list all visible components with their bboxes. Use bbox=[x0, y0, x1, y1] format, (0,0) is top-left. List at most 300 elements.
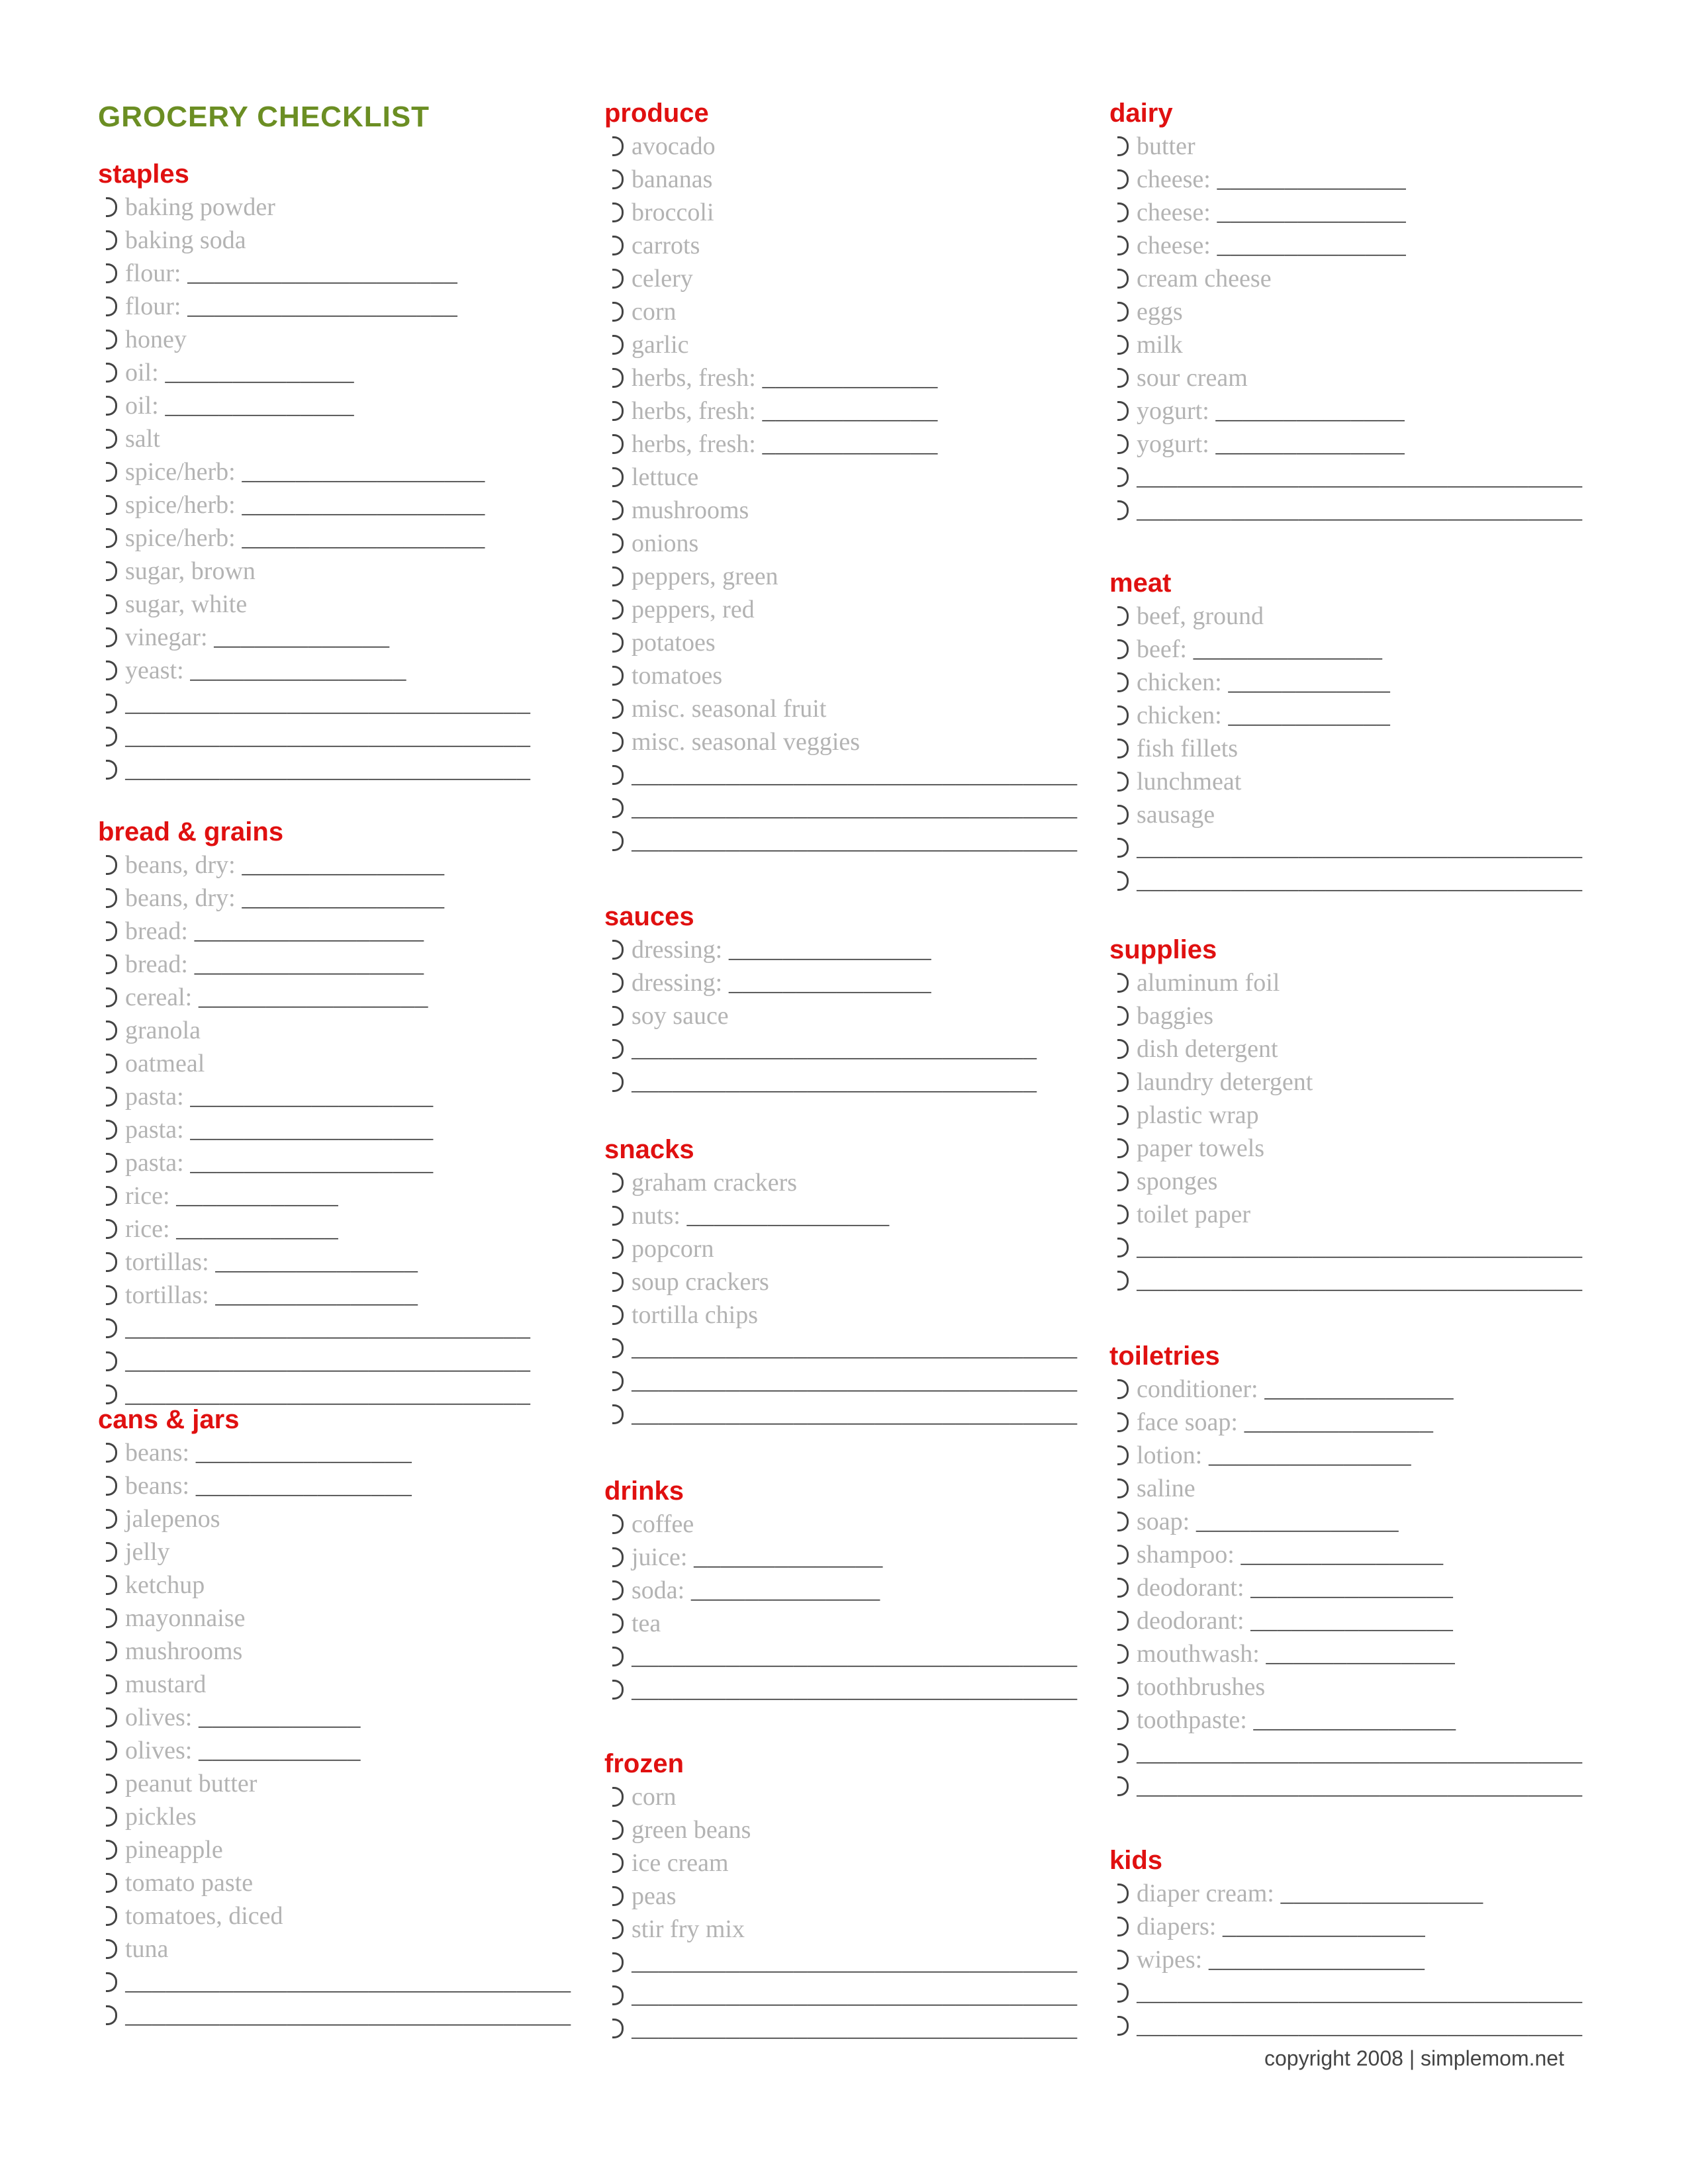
checkbox-icon[interactable] bbox=[612, 633, 624, 653]
checklist-item[interactable] bbox=[604, 1298, 1081, 1332]
checklist-item[interactable] bbox=[98, 1113, 575, 1146]
write-in-line[interactable]: _________________ bbox=[194, 954, 424, 979]
checkbox-icon[interactable] bbox=[106, 263, 117, 283]
checklist-item[interactable] bbox=[98, 1800, 575, 1833]
checkbox-icon[interactable] bbox=[106, 1120, 117, 1140]
write-in-line[interactable]: _____________ bbox=[762, 434, 938, 459]
checklist-item[interactable] bbox=[604, 428, 1081, 461]
checklist-item[interactable] bbox=[98, 1080, 575, 1113]
checklist-item[interactable] bbox=[98, 882, 575, 915]
checklist-item[interactable] bbox=[1109, 428, 1586, 461]
checklist-item[interactable] bbox=[1109, 999, 1586, 1032]
checkbox-icon[interactable] bbox=[1117, 838, 1129, 858]
checklist-item[interactable] bbox=[604, 1332, 1081, 1365]
write-in-line[interactable]: _______________ bbox=[1208, 1445, 1411, 1471]
checklist-item[interactable] bbox=[98, 588, 575, 621]
checklist-item[interactable] bbox=[98, 522, 575, 555]
write-in-line[interactable]: __________________ bbox=[242, 528, 485, 553]
checkbox-icon[interactable] bbox=[106, 1641, 117, 1661]
checklist-item[interactable] bbox=[604, 692, 1081, 725]
checklist-item[interactable] bbox=[604, 262, 1081, 295]
checkbox-icon[interactable] bbox=[1117, 434, 1129, 454]
checkbox-icon[interactable] bbox=[612, 1985, 624, 2005]
write-in-line[interactable]: _______________ bbox=[215, 1252, 418, 1277]
write-in-line[interactable]: _________________________________ bbox=[1137, 1238, 1583, 1263]
checkbox-icon[interactable] bbox=[1117, 1171, 1129, 1191]
checklist-item[interactable] bbox=[1109, 600, 1586, 633]
checklist-item[interactable] bbox=[604, 1780, 1081, 1813]
checklist-item[interactable] bbox=[1109, 732, 1586, 765]
checklist-item[interactable] bbox=[98, 488, 575, 522]
checkbox-icon[interactable] bbox=[1117, 606, 1129, 626]
checkbox-icon[interactable] bbox=[612, 236, 624, 255]
checkbox-icon[interactable] bbox=[1117, 1578, 1129, 1598]
checklist-item[interactable] bbox=[98, 257, 575, 290]
write-in-line[interactable]: ______________________________ bbox=[125, 1385, 531, 1410]
checklist-item[interactable] bbox=[604, 1607, 1081, 1640]
checklist-item[interactable] bbox=[98, 422, 575, 455]
checkbox-icon[interactable] bbox=[106, 954, 117, 974]
checklist-item[interactable] bbox=[604, 1946, 1081, 1979]
checkbox-icon[interactable] bbox=[612, 798, 624, 818]
checkbox-icon[interactable] bbox=[106, 1840, 117, 1860]
checkbox-icon[interactable] bbox=[612, 1853, 624, 1873]
write-in-line[interactable]: _______________ bbox=[728, 940, 931, 965]
write-in-line[interactable]: ______________ bbox=[1264, 1379, 1454, 1404]
checklist-item[interactable] bbox=[1109, 1538, 1586, 1571]
checklist-item[interactable] bbox=[98, 1179, 575, 1212]
checkbox-icon[interactable] bbox=[1117, 1205, 1129, 1224]
write-in-line[interactable]: _________________________________ bbox=[1137, 1743, 1583, 1768]
checkbox-icon[interactable] bbox=[106, 396, 117, 416]
checklist-item[interactable] bbox=[604, 825, 1081, 858]
write-in-line[interactable]: _______________ bbox=[1253, 1710, 1456, 1735]
write-in-line[interactable]: ______________ bbox=[1244, 1412, 1434, 1437]
checklist-item[interactable] bbox=[98, 389, 575, 422]
write-in-line[interactable]: ______________ bbox=[1193, 639, 1383, 664]
checklist-item[interactable] bbox=[604, 361, 1081, 394]
checklist-item[interactable] bbox=[1109, 1604, 1586, 1637]
checklist-item[interactable] bbox=[604, 725, 1081, 758]
checklist-item[interactable] bbox=[98, 1279, 575, 1312]
write-in-line[interactable]: __________________ bbox=[242, 495, 485, 520]
checklist-item[interactable] bbox=[1109, 328, 1586, 361]
write-in-line[interactable]: _________________________________ bbox=[1137, 467, 1583, 492]
checklist-item[interactable] bbox=[604, 527, 1081, 560]
checkbox-icon[interactable] bbox=[612, 600, 624, 619]
write-in-line[interactable]: ______________________________ bbox=[632, 1039, 1037, 1064]
checkbox-icon[interactable] bbox=[106, 888, 117, 908]
write-in-line[interactable]: _________________________________ bbox=[1137, 1776, 1583, 1801]
checklist-item[interactable] bbox=[1109, 1670, 1586, 1704]
checkbox-icon[interactable] bbox=[612, 567, 624, 586]
write-in-line[interactable]: _______________ bbox=[1280, 1884, 1483, 1909]
checkbox-icon[interactable] bbox=[612, 136, 624, 156]
checkbox-icon[interactable] bbox=[612, 1173, 624, 1193]
checklist-item[interactable] bbox=[604, 1574, 1081, 1607]
checklist-item[interactable] bbox=[604, 933, 1081, 966]
checkbox-icon[interactable] bbox=[106, 1087, 117, 1107]
write-in-line[interactable]: _________________________________ bbox=[632, 1647, 1078, 1672]
checklist-item[interactable] bbox=[604, 1979, 1081, 2012]
checklist-item[interactable] bbox=[98, 948, 575, 981]
checkbox-icon[interactable] bbox=[106, 1741, 117, 1760]
checklist-item[interactable] bbox=[604, 659, 1081, 692]
checklist-item[interactable] bbox=[1109, 394, 1586, 428]
checklist-item[interactable] bbox=[1109, 229, 1586, 262]
checklist-item[interactable] bbox=[1109, 1505, 1586, 1538]
checkbox-icon[interactable] bbox=[612, 1206, 624, 1226]
checkbox-icon[interactable] bbox=[106, 660, 117, 680]
checklist-item[interactable] bbox=[1109, 831, 1586, 864]
checkbox-icon[interactable] bbox=[1117, 1512, 1129, 1531]
checkbox-icon[interactable] bbox=[106, 1219, 117, 1239]
checklist-item[interactable] bbox=[1109, 765, 1586, 798]
checkbox-icon[interactable] bbox=[1117, 203, 1129, 222]
checklist-item[interactable] bbox=[1109, 1910, 1586, 1943]
checkbox-icon[interactable] bbox=[1117, 1039, 1129, 1059]
checklist-item[interactable] bbox=[604, 1365, 1081, 1398]
checklist-item[interactable] bbox=[98, 1345, 575, 1378]
write-in-line[interactable]: ____________ bbox=[1228, 705, 1391, 731]
checklist-item[interactable] bbox=[98, 1246, 575, 1279]
checklist-item[interactable] bbox=[98, 1014, 575, 1047]
write-in-line[interactable]: ______________________________ bbox=[125, 694, 531, 719]
checkbox-icon[interactable] bbox=[612, 1072, 624, 1092]
checkbox-icon[interactable] bbox=[106, 921, 117, 941]
write-in-line[interactable]: _______________ bbox=[242, 888, 445, 913]
checklist-item[interactable] bbox=[1109, 361, 1586, 394]
checklist-item[interactable] bbox=[604, 1673, 1081, 1706]
checklist-item[interactable] bbox=[604, 1880, 1081, 1913]
checkbox-icon[interactable] bbox=[612, 940, 624, 960]
checkbox-icon[interactable] bbox=[106, 1153, 117, 1173]
checkbox-icon[interactable] bbox=[1117, 368, 1129, 388]
checkbox-icon[interactable] bbox=[106, 627, 117, 647]
checklist-item[interactable] bbox=[1109, 295, 1586, 328]
checkbox-icon[interactable] bbox=[1117, 973, 1129, 993]
checkbox-icon[interactable] bbox=[612, 169, 624, 189]
write-in-line[interactable]: _______________ bbox=[728, 973, 931, 998]
checkbox-icon[interactable] bbox=[612, 533, 624, 553]
checklist-item[interactable] bbox=[98, 1767, 575, 1800]
write-in-line[interactable]: _________________________________ bbox=[632, 1404, 1078, 1430]
checkbox-icon[interactable] bbox=[612, 1886, 624, 1906]
checklist-item[interactable] bbox=[98, 1502, 575, 1535]
checklist-item[interactable] bbox=[98, 848, 575, 882]
checklist-item[interactable] bbox=[604, 1913, 1081, 1946]
write-in-line[interactable]: ______________ bbox=[1217, 236, 1406, 261]
write-in-line[interactable]: _______________ bbox=[1222, 1917, 1425, 1942]
checklist-item[interactable] bbox=[98, 720, 575, 753]
checklist-item[interactable] bbox=[604, 1265, 1081, 1298]
checklist-item[interactable] bbox=[98, 1701, 575, 1734]
checkbox-icon[interactable] bbox=[1117, 136, 1129, 156]
checkbox-icon[interactable] bbox=[1117, 1743, 1129, 1763]
write-in-line[interactable]: ____________ bbox=[176, 1186, 338, 1211]
checkbox-icon[interactable] bbox=[612, 500, 624, 520]
write-in-line[interactable]: _____________ bbox=[762, 401, 938, 426]
checkbox-icon[interactable] bbox=[106, 1906, 117, 1926]
checklist-item[interactable] bbox=[98, 1668, 575, 1701]
checklist-item[interactable] bbox=[604, 130, 1081, 163]
checkbox-icon[interactable] bbox=[612, 1614, 624, 1633]
checklist-item[interactable] bbox=[98, 753, 575, 786]
write-in-line[interactable]: _________________________________ bbox=[1137, 871, 1583, 896]
checklist-item[interactable] bbox=[98, 1966, 575, 1999]
checklist-item[interactable] bbox=[1109, 1099, 1586, 1132]
checklist-item[interactable] bbox=[98, 356, 575, 389]
checkbox-icon[interactable] bbox=[1117, 1445, 1129, 1465]
checkbox-icon[interactable] bbox=[612, 1952, 624, 1972]
write-in-line[interactable]: _________________________________ bbox=[632, 1680, 1078, 1705]
checklist-item[interactable] bbox=[604, 1813, 1081, 1846]
checkbox-icon[interactable] bbox=[1117, 805, 1129, 825]
checkbox-icon[interactable] bbox=[612, 1371, 624, 1391]
checklist-item[interactable] bbox=[1109, 1264, 1586, 1297]
checklist-item[interactable] bbox=[1109, 1406, 1586, 1439]
write-in-line[interactable]: _________________________________ bbox=[1137, 1983, 1583, 2008]
checkbox-icon[interactable] bbox=[106, 1318, 117, 1338]
checklist-item[interactable] bbox=[604, 394, 1081, 428]
checkbox-icon[interactable] bbox=[106, 296, 117, 316]
checklist-item[interactable] bbox=[98, 915, 575, 948]
checklist-item[interactable] bbox=[98, 1602, 575, 1635]
checkbox-icon[interactable] bbox=[106, 561, 117, 581]
checklist-item[interactable] bbox=[1109, 130, 1586, 163]
checkbox-icon[interactable] bbox=[612, 1580, 624, 1600]
checkbox-icon[interactable] bbox=[1117, 1545, 1129, 1565]
checkbox-icon[interactable] bbox=[1117, 1611, 1129, 1631]
checklist-item[interactable] bbox=[604, 758, 1081, 792]
checkbox-icon[interactable] bbox=[612, 203, 624, 222]
write-in-line[interactable]: __________________ bbox=[190, 1120, 434, 1145]
checklist-item[interactable] bbox=[604, 966, 1081, 999]
checkbox-icon[interactable] bbox=[106, 1873, 117, 1893]
checkbox-icon[interactable] bbox=[106, 1252, 117, 1272]
checkbox-icon[interactable] bbox=[1117, 1072, 1129, 1092]
checkbox-icon[interactable] bbox=[106, 1774, 117, 1794]
checkbox-icon[interactable] bbox=[1117, 1710, 1129, 1730]
write-in-line[interactable]: _________________________________ bbox=[1137, 838, 1583, 863]
checklist-item[interactable] bbox=[98, 621, 575, 654]
checkbox-icon[interactable] bbox=[612, 1305, 624, 1325]
checkbox-icon[interactable] bbox=[106, 987, 117, 1007]
checkbox-icon[interactable] bbox=[1117, 467, 1129, 487]
write-in-line[interactable]: ______________ bbox=[1217, 203, 1406, 228]
write-in-line[interactable]: _________________________________ bbox=[632, 1338, 1078, 1363]
checkbox-icon[interactable] bbox=[106, 1707, 117, 1727]
checklist-item[interactable] bbox=[98, 1469, 575, 1502]
write-in-line[interactable]: _________________________________ bbox=[1137, 500, 1583, 525]
checkbox-icon[interactable] bbox=[1117, 1138, 1129, 1158]
checkbox-icon[interactable] bbox=[106, 1674, 117, 1694]
checkbox-icon[interactable] bbox=[106, 1385, 117, 1404]
checkbox-icon[interactable] bbox=[612, 401, 624, 421]
checkbox-icon[interactable] bbox=[612, 1006, 624, 1026]
write-in-line[interactable]: _________________________________ bbox=[632, 831, 1078, 856]
write-in-line[interactable]: ____________ bbox=[176, 1219, 338, 1244]
checkbox-icon[interactable] bbox=[612, 1272, 624, 1292]
write-in-line[interactable]: ____________ bbox=[198, 1741, 361, 1766]
checkbox-icon[interactable] bbox=[1117, 1379, 1129, 1399]
checklist-item[interactable] bbox=[1109, 1637, 1586, 1670]
write-in-line[interactable]: _______________ bbox=[242, 855, 445, 880]
checklist-item[interactable] bbox=[604, 1199, 1081, 1232]
write-in-line[interactable]: _________________________________ bbox=[125, 1972, 571, 1997]
write-in-line[interactable]: ____________ bbox=[198, 1707, 361, 1733]
checkbox-icon[interactable] bbox=[1117, 1677, 1129, 1697]
checkbox-icon[interactable] bbox=[1117, 2016, 1129, 2036]
checklist-item[interactable] bbox=[1109, 1571, 1586, 1604]
checkbox-icon[interactable] bbox=[1117, 1644, 1129, 1664]
checklist-item[interactable] bbox=[98, 323, 575, 356]
checkbox-icon[interactable] bbox=[106, 2005, 117, 2025]
checklist-item[interactable] bbox=[1109, 798, 1586, 831]
checklist-item[interactable] bbox=[98, 1436, 575, 1469]
checkbox-icon[interactable] bbox=[612, 368, 624, 388]
write-in-line[interactable]: __________________ bbox=[190, 1087, 434, 1112]
checklist-item[interactable] bbox=[98, 191, 575, 224]
checklist-item[interactable] bbox=[1109, 1165, 1586, 1198]
checkbox-icon[interactable] bbox=[1117, 1479, 1129, 1498]
write-in-line[interactable]: ______________ bbox=[693, 1547, 883, 1572]
checkbox-icon[interactable] bbox=[106, 528, 117, 548]
checkbox-icon[interactable] bbox=[612, 765, 624, 785]
checkbox-icon[interactable] bbox=[106, 429, 117, 449]
checklist-item[interactable] bbox=[604, 2012, 1081, 2045]
checkbox-icon[interactable] bbox=[106, 1972, 117, 1992]
checkbox-icon[interactable] bbox=[1117, 302, 1129, 322]
checkbox-icon[interactable] bbox=[106, 495, 117, 515]
write-in-line[interactable]: _________________________________ bbox=[632, 1952, 1078, 1978]
checkbox-icon[interactable] bbox=[612, 302, 624, 322]
checklist-item[interactable] bbox=[98, 1535, 575, 1569]
write-in-line[interactable]: _________________________________ bbox=[632, 765, 1078, 790]
write-in-line[interactable]: ____________________ bbox=[187, 296, 458, 322]
checklist-item[interactable] bbox=[1109, 699, 1586, 732]
checklist-item[interactable] bbox=[604, 1640, 1081, 1673]
checklist-item[interactable] bbox=[1109, 461, 1586, 494]
checkbox-icon[interactable] bbox=[106, 1575, 117, 1595]
checklist-item[interactable] bbox=[1109, 494, 1586, 527]
checklist-item[interactable] bbox=[604, 1541, 1081, 1574]
checkbox-icon[interactable] bbox=[1117, 269, 1129, 289]
checkbox-icon[interactable] bbox=[612, 1647, 624, 1666]
write-in-line[interactable]: ______________________________ bbox=[125, 1351, 531, 1377]
checklist-item[interactable] bbox=[604, 1508, 1081, 1541]
checklist-item[interactable] bbox=[604, 328, 1081, 361]
checkbox-icon[interactable] bbox=[612, 732, 624, 752]
checklist-item[interactable] bbox=[604, 593, 1081, 626]
checklist-item[interactable] bbox=[604, 999, 1081, 1032]
checklist-item[interactable] bbox=[604, 163, 1081, 196]
write-in-line[interactable]: __________________ bbox=[190, 1153, 434, 1178]
checkbox-icon[interactable] bbox=[106, 462, 117, 482]
checkbox-icon[interactable] bbox=[1117, 500, 1129, 520]
checkbox-icon[interactable] bbox=[106, 1351, 117, 1371]
checkbox-icon[interactable] bbox=[612, 1039, 624, 1059]
checklist-item[interactable] bbox=[1109, 1472, 1586, 1505]
checkbox-icon[interactable] bbox=[612, 269, 624, 289]
write-in-line[interactable]: ______________________________ bbox=[125, 760, 531, 785]
checklist-item[interactable] bbox=[604, 461, 1081, 494]
checkbox-icon[interactable] bbox=[1117, 1776, 1129, 1796]
checklist-item[interactable] bbox=[98, 1047, 575, 1080]
write-in-line[interactable]: ________________ bbox=[1208, 1950, 1425, 1975]
checklist-item[interactable] bbox=[1109, 633, 1586, 666]
write-in-line[interactable]: ____________________ bbox=[187, 263, 458, 289]
checkbox-icon[interactable] bbox=[1117, 672, 1129, 692]
write-in-line[interactable]: ________________ bbox=[195, 1476, 412, 1501]
write-in-line[interactable]: _____________ bbox=[214, 627, 390, 653]
write-in-line[interactable]: _______________ bbox=[1250, 1611, 1454, 1636]
checklist-item[interactable] bbox=[1109, 1770, 1586, 1803]
checklist-item[interactable] bbox=[1109, 262, 1586, 295]
checklist-item[interactable] bbox=[1109, 1976, 1586, 2009]
write-in-line[interactable]: ______________ bbox=[165, 396, 354, 421]
checklist-item[interactable] bbox=[98, 1312, 575, 1345]
checkbox-icon[interactable] bbox=[1117, 871, 1129, 891]
checkbox-icon[interactable] bbox=[106, 760, 117, 780]
checklist-item[interactable] bbox=[98, 1734, 575, 1767]
checkbox-icon[interactable] bbox=[106, 1939, 117, 1959]
write-in-line[interactable]: ________________ bbox=[195, 1443, 412, 1468]
checklist-item[interactable] bbox=[98, 1866, 575, 1899]
checkbox-icon[interactable] bbox=[106, 230, 117, 250]
checkbox-icon[interactable] bbox=[612, 1514, 624, 1534]
checklist-item[interactable] bbox=[604, 295, 1081, 328]
checkbox-icon[interactable] bbox=[1117, 1006, 1129, 1026]
checkbox-icon[interactable] bbox=[612, 1547, 624, 1567]
checkbox-icon[interactable] bbox=[612, 1680, 624, 1700]
checkbox-icon[interactable] bbox=[1117, 1950, 1129, 1970]
write-in-line[interactable]: ______________ bbox=[1215, 401, 1405, 426]
checkbox-icon[interactable] bbox=[106, 1186, 117, 1206]
checkbox-icon[interactable] bbox=[1117, 639, 1129, 659]
checkbox-icon[interactable] bbox=[106, 1054, 117, 1073]
checkbox-icon[interactable] bbox=[106, 363, 117, 383]
checkbox-icon[interactable] bbox=[1117, 1271, 1129, 1291]
checklist-item[interactable] bbox=[98, 1833, 575, 1866]
checklist-item[interactable] bbox=[1109, 1066, 1586, 1099]
checklist-item[interactable] bbox=[604, 196, 1081, 229]
checkbox-icon[interactable] bbox=[106, 1542, 117, 1562]
checkbox-icon[interactable] bbox=[612, 1239, 624, 1259]
write-in-line[interactable]: _________________________________ bbox=[1137, 2016, 1583, 2041]
checklist-item[interactable] bbox=[98, 687, 575, 720]
checklist-item[interactable] bbox=[1109, 864, 1586, 897]
checkbox-icon[interactable] bbox=[612, 699, 624, 719]
checkbox-icon[interactable] bbox=[1117, 1412, 1129, 1432]
write-in-line[interactable]: _______________ bbox=[1196, 1512, 1399, 1537]
checklist-item[interactable] bbox=[1109, 163, 1586, 196]
checkbox-icon[interactable] bbox=[106, 197, 117, 217]
checkbox-icon[interactable] bbox=[106, 1608, 117, 1628]
checklist-item[interactable] bbox=[604, 229, 1081, 262]
checkbox-icon[interactable] bbox=[106, 727, 117, 747]
checklist-item[interactable] bbox=[604, 1166, 1081, 1199]
checklist-item[interactable] bbox=[1109, 1032, 1586, 1066]
checkbox-icon[interactable] bbox=[106, 1807, 117, 1827]
checkbox-icon[interactable] bbox=[612, 2019, 624, 2038]
checklist-item[interactable] bbox=[1109, 966, 1586, 999]
checklist-item[interactable] bbox=[604, 626, 1081, 659]
checklist-item[interactable] bbox=[1109, 1439, 1586, 1472]
write-in-line[interactable]: ________________ bbox=[190, 660, 406, 686]
write-in-line[interactable]: _________________________________ bbox=[632, 798, 1078, 823]
checkbox-icon[interactable] bbox=[1117, 236, 1129, 255]
